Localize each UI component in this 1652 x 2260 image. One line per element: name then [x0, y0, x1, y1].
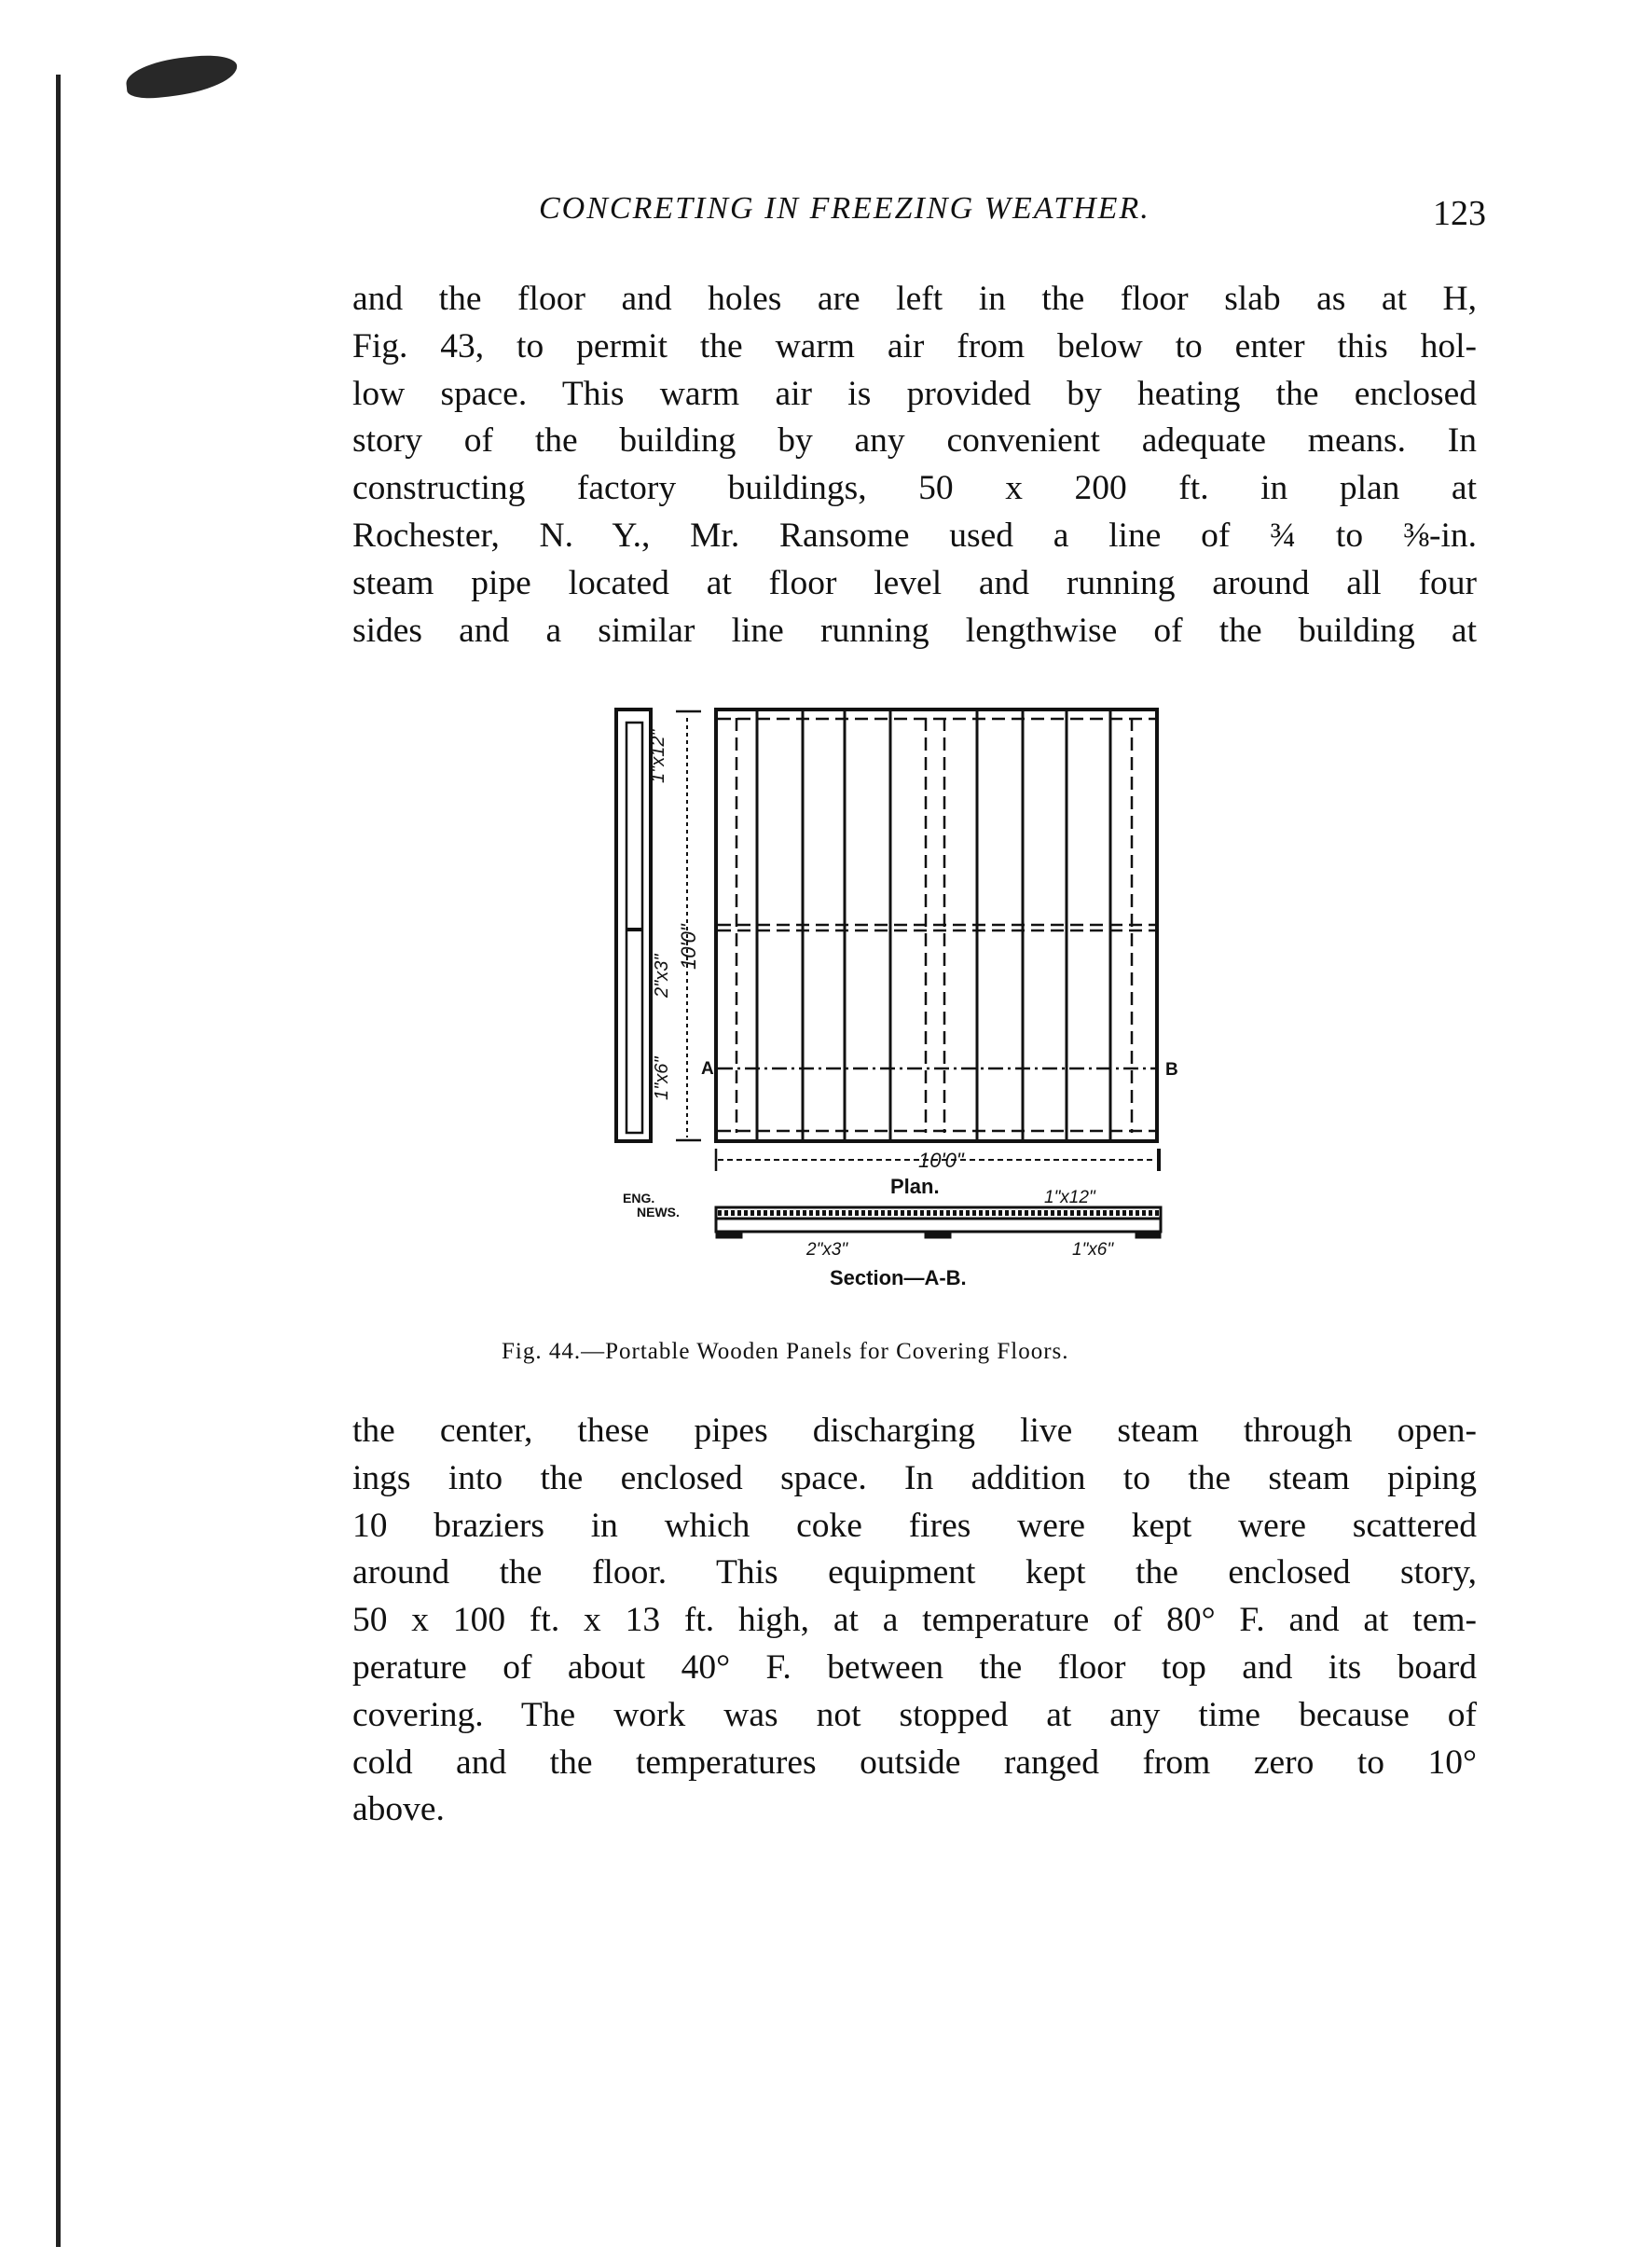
label-a: A: [701, 1059, 714, 1079]
height-label: 10'0": [677, 924, 700, 970]
section-boards: [716, 1207, 1161, 1219]
text-line: the center, these pipes discharging live steam through open-: [352, 1412, 1477, 1450]
section-label: Section—A-B.: [830, 1266, 967, 1289]
text-line: perature of about 40° F. between the floor top and its board: [352, 1647, 1477, 1687]
credit-line-1: ENG.: [623, 1191, 655, 1206]
section-right-label: 1"x6": [1072, 1240, 1114, 1260]
text-line: 10 braziers in which coke fires were kept were scattered: [352, 1506, 1477, 1545]
text-line: Fig. 43, to permit the warm air from below to enter this hol-: [352, 326, 1477, 365]
running-title: CONCRETING IN FREEZING WEATHER.: [539, 191, 1150, 226]
side-view-outer: [616, 710, 651, 1141]
plan-label: Plan.: [890, 1175, 940, 1198]
side-label-bot: 1"x6": [652, 1056, 672, 1100]
text-line: 50 x 100 ft. x 13 ft. high, at a temperature of 80° F. and at tem-: [352, 1601, 1477, 1640]
text-line: sides and a similar line running lengthwise of the building at: [352, 611, 1477, 650]
page-number: 123: [1433, 194, 1486, 233]
text-line: constructing factory buildings, 50 x 200 ft. in plan at: [352, 469, 1477, 508]
text-line: ings into the enclosed space. In addition to the steam piping: [352, 1458, 1477, 1497]
text-line: Rochester, N. Y., Mr. Ransome used a line of ¾ to ⅜-in.: [352, 516, 1477, 555]
width-label: 10'0": [918, 1149, 964, 1172]
paragraph-2: [352, 1408, 1477, 1834]
text-line: covering. The work was not stopped at any time because of: [352, 1695, 1477, 1734]
text-line: cold and the temperatures outside ranged from zero to 10°: [352, 1743, 1477, 1782]
text-line: and the floor and holes are left in the floor slab as at H,: [352, 280, 1477, 318]
side-label-top: 1"x12": [648, 729, 668, 783]
text-line: around the floor. This equipment kept the enclosed story,: [352, 1553, 1477, 1592]
text-line: above.: [352, 1790, 445, 1829]
label-b: B: [1165, 1060, 1178, 1080]
side-label-mid: 2"x3": [652, 954, 672, 998]
text-line: low space. This warm air is provided by heating the enclosed: [352, 374, 1477, 413]
figure-caption: Fig. 44.—Portable Wooden Panels for Covering Floors.: [502, 1339, 1069, 1364]
section-gap: [716, 1219, 1161, 1232]
credit-line-2: NEWS.: [637, 1205, 680, 1220]
plan-cleats-hidden: [718, 718, 1156, 1133]
section-top-label: 1"x12": [1044, 1188, 1095, 1207]
text-line: steam pipe located at floor level and running around all four: [352, 563, 1477, 602]
section-left-label: 2"x3": [806, 1240, 848, 1260]
text-line: story of the building by any convenient adequate means. In: [352, 421, 1477, 461]
